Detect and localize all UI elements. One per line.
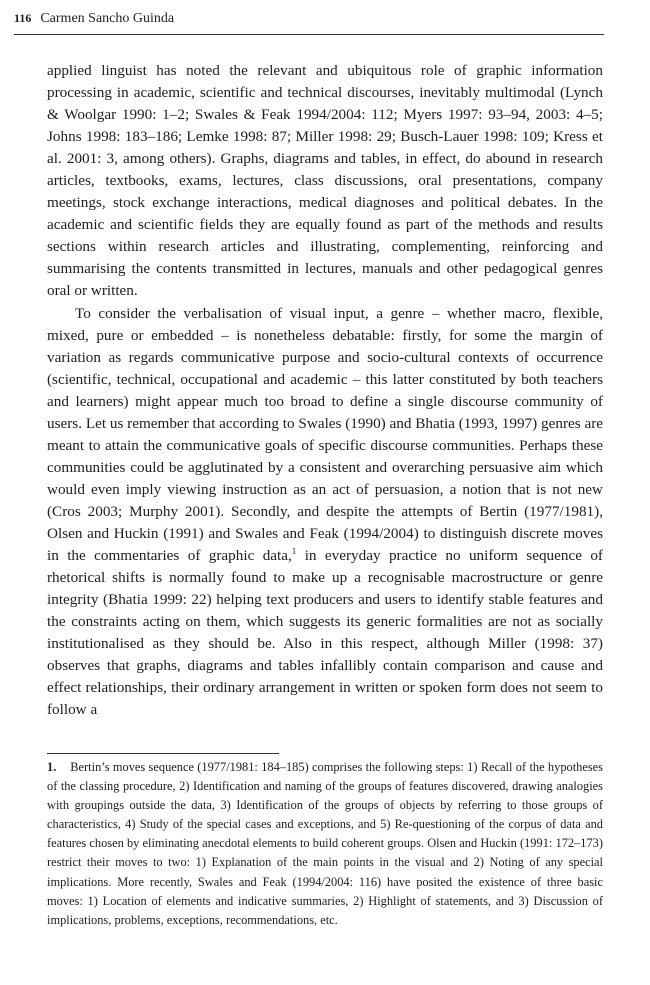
footnote-marker[interactable]: 1 — [291, 545, 297, 556]
paragraph-2-part-1: To consider the verbalisation of visual input, a genre – whether macro, flexible, mixed, pure or embedded – is nonetheless debatable: firstly, for some the margin of variation as regards communicative purpose and socio-cultural contexts of occurrence (scientific, technical, occupational and academic – this latter constituted by both teachers and learners) might appear much too broad to define a single discourse community of users. Let us remember that according to Swales (1990) and Bhatia (1993, 1997) genres are meant to attain the communicative goals of specific discourse communities. Perhaps these communities could be agglutinated by a consistent and overarching persuasive aim which would even imply viewing instruction as an act of persuasion, a notion that is not new (Cros 2003; Murphy 2001). Secondly, and despite the attempts of Bertin (1977/1981), Olsen and Huckin (1991) and Swales and Feak (1994/2004) to distinguish discrete moves in the commentaries of graphic data, — [47, 304, 603, 565]
footnote-number: 1. — [47, 760, 57, 774]
page-number: 116 — [14, 11, 32, 25]
footnote-divider — [47, 753, 279, 754]
running-head-author: Carmen Sancho Guinda — [40, 11, 175, 26]
footnote-1 — [47, 758, 603, 930]
main-body-text — [47, 60, 603, 721]
paragraph-2 — [47, 303, 603, 722]
paragraph-2-part-2: in everyday practice no uniform sequence of rhetorical shifts is normally found to make up a recognisable macrostructure or genre integrity (Bhatia 1999: 22) helping text producers and users to identify stable features and the constraints acting on them, which suggests its generic formalities are not as socially institutionalised as they should be. Also in this respect, although Miller (1998: 37) observes that graphs, diagrams and tables infallibly contain comparison and cause and effect relationships, their ordinary arrangement in written or spoken form does not seem to follow a — [47, 547, 603, 719]
paragraph-1: applied linguist has noted the relevant and ubiquitous role of graphic information processing in academic, scientific and technical discourses, inevitably multimodal (Lynch & Woolgar 1990: 1–2; Swales & Feak 1994/2004: 112; Myers 1997: 93–94, 2003: 4–5; Johns 1998: 183–186; Lemke 1998: 87; Miller 1998: 29; Busch-Lauer 1998: 109; Kress et al. 2001: 3, among others). Graphs, diagrams and tables, in effect, do abound in research articles, textbooks, exams, lectures, class discussions, oral presentations, company meetings, stock exchange interactions, medical diagnoses and political debates. In the academic and scientific fields they are equally found as part of the methods and results sections within research articles and illustrating, complementing, reinforcing and summarising the contents transmitted in lectures, manuals and other pedagogical genres oral or written. — [47, 62, 603, 300]
running-head — [14, 11, 604, 35]
footnote-text: Bertin’s moves sequence (1977/1981: 184–185) comprises the following steps: 1) Recall of the hypotheses of the classing procedure, 2) Identification and naming of the groups of features discovered, drawing analogies with groupings outside the data, 3) Identification of the groups of objects by referring to those groups of characteristics, 4) Study of the special cases and exceptions, and 5) Re-questioning of the corpus of data and features chosen by eliminating anecdotal elements to build coherent groups. Olsen and Huckin (1991: 172–173) restrict their moves to two: 1) Explanation of the main points in the visual and 2) Noting of any special implications. More recently, Swales and Feak (1994/2004: 116) have posited the existence of three basic moves: 1) Location of elements and indicative summaries, 2) Highlight of statements, and 3) Discussion of implications, problems, exceptions, recommendations, etc. — [47, 760, 603, 927]
